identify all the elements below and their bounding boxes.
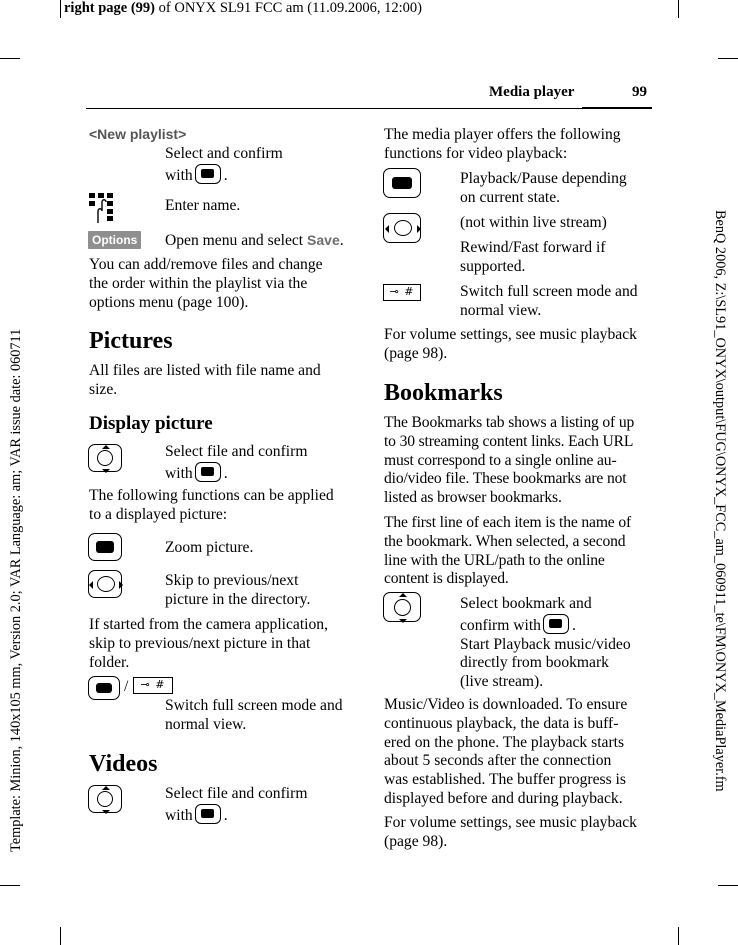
nav-key-updown-icon [88, 444, 122, 472]
not-live-text: (not within live stream) [460, 214, 607, 231]
nav-key-leftright-icon [88, 570, 122, 598]
keypad-icon [88, 193, 122, 223]
page-number: 99 [632, 84, 647, 100]
switch-fullscreen-text: Switch full screen mode and normal view. [165, 697, 343, 733]
firstline-paragraph: The first line of each item is the name of the bookmark. When selected, a second line with the URL/path to the online content is displayed. [384, 514, 632, 588]
crop-mark [718, 58, 738, 59]
left-margin-text: Template: Minion, 140x105 mm, Version 2.0; VAR Language: am; VAR issue date: 060711 [8, 328, 24, 852]
volume-paragraph-1: For volume settings, see music playback (page 98). [384, 326, 637, 362]
nav-key-leftright-icon [383, 213, 421, 243]
rc-switch-fullscreen-text: Switch full screen mode and normal view. [460, 283, 638, 319]
display-picture-heading: Display picture [89, 413, 213, 434]
v-select-text: Select file and confirm with . [165, 785, 308, 824]
crop-mark [678, 927, 679, 945]
bookmarks-heading: Bookmarks [384, 380, 503, 406]
crop-mark [0, 58, 20, 59]
center-key-icon [88, 533, 122, 561]
crop-mark [718, 885, 738, 886]
doc-info: of ONYX SL91 FCC am (11.09.2006, 12:00) [155, 0, 422, 16]
crop-mark [60, 927, 61, 945]
options-softkey[interactable]: Options [88, 231, 141, 249]
page-label: right page (99) [64, 0, 156, 16]
header-rule-accent [582, 107, 652, 109]
center-key-icon [543, 614, 569, 634]
dp-select-text: Select file and confirm with . [165, 443, 308, 482]
slash-separator: / [124, 678, 129, 695]
crop-mark [0, 885, 20, 886]
hash-key-icon: ⊸ # [133, 677, 173, 694]
rewind-text: Rewind/Fast forward if supported. [460, 239, 606, 275]
volume-paragraph-2: For volume settings, see music playback (page 98). [384, 814, 637, 850]
playpause-text: Playback/Pause depending on current state. [460, 170, 627, 206]
center-key-icon [195, 164, 221, 184]
print-info [64, 0, 422, 17]
new-playlist-heading: <New playlist> [89, 126, 187, 142]
header-rule [86, 108, 652, 109]
pictures-paragraph: All files are listed with file name and size. [89, 362, 321, 398]
center-key-icon [88, 676, 120, 700]
save-keyword: Save [307, 232, 340, 248]
section-title: Media player [489, 84, 575, 100]
nav-key-updown-icon [383, 592, 421, 622]
center-key-icon [383, 168, 421, 198]
crop-mark [60, 0, 61, 18]
camera-paragraph: If started from the camera application, skip to previous/next picture in that folder. [89, 616, 328, 671]
nav-key-updown-icon [88, 785, 122, 813]
pictures-heading: Pictures [89, 328, 173, 354]
open-menu-text: Open menu and select Save. [165, 232, 344, 249]
download-paragraph: Music/Video is downloaded. To ensure continuous playback, the data is buff- ered on the phone. The playback starts about 5 seconds after the connection was established. The buffer progress is displayed before and during playback. [384, 696, 628, 807]
skip-text: Skip to previous/next picture in the directory. [165, 572, 311, 608]
select-confirm-text: Select and confirm with . [165, 145, 283, 184]
bm-select-text: Select bookmark and confirm with . Start Playback music/video directly from bookmark (live stream). [460, 595, 631, 691]
playlist-paragraph: You can add/remove files and change the order within the playlist via the options menu (page 100). [89, 256, 323, 311]
bookmarks-paragraph: The Bookmarks tab shows a listing of up to 30 streaming content links. Each URL must correspond to a single online au- dio/video file. These bookmarks are not listed as browser bookmarks. [384, 414, 635, 507]
enter-name-text: Enter name. [165, 197, 241, 214]
center-key-icon [195, 462, 221, 482]
video-intro-paragraph: The media player offers the following functions for video playback: [384, 126, 621, 162]
dp-functions-paragraph: The following functions can be applied to a displayed picture: [89, 487, 334, 523]
videos-heading: Videos [89, 751, 158, 777]
hash-key-icon: ⊸ # [383, 284, 421, 301]
crop-mark [678, 0, 679, 18]
center-key-icon [195, 804, 221, 824]
right-margin-text: BenQ 2006, Z:\SL91_ONYX\output\FUG\ONYX_FCC_am_060911_te\FM\ONYX_MediaPlayer.fm [712, 210, 728, 792]
zoom-text: Zoom picture. [165, 539, 254, 556]
